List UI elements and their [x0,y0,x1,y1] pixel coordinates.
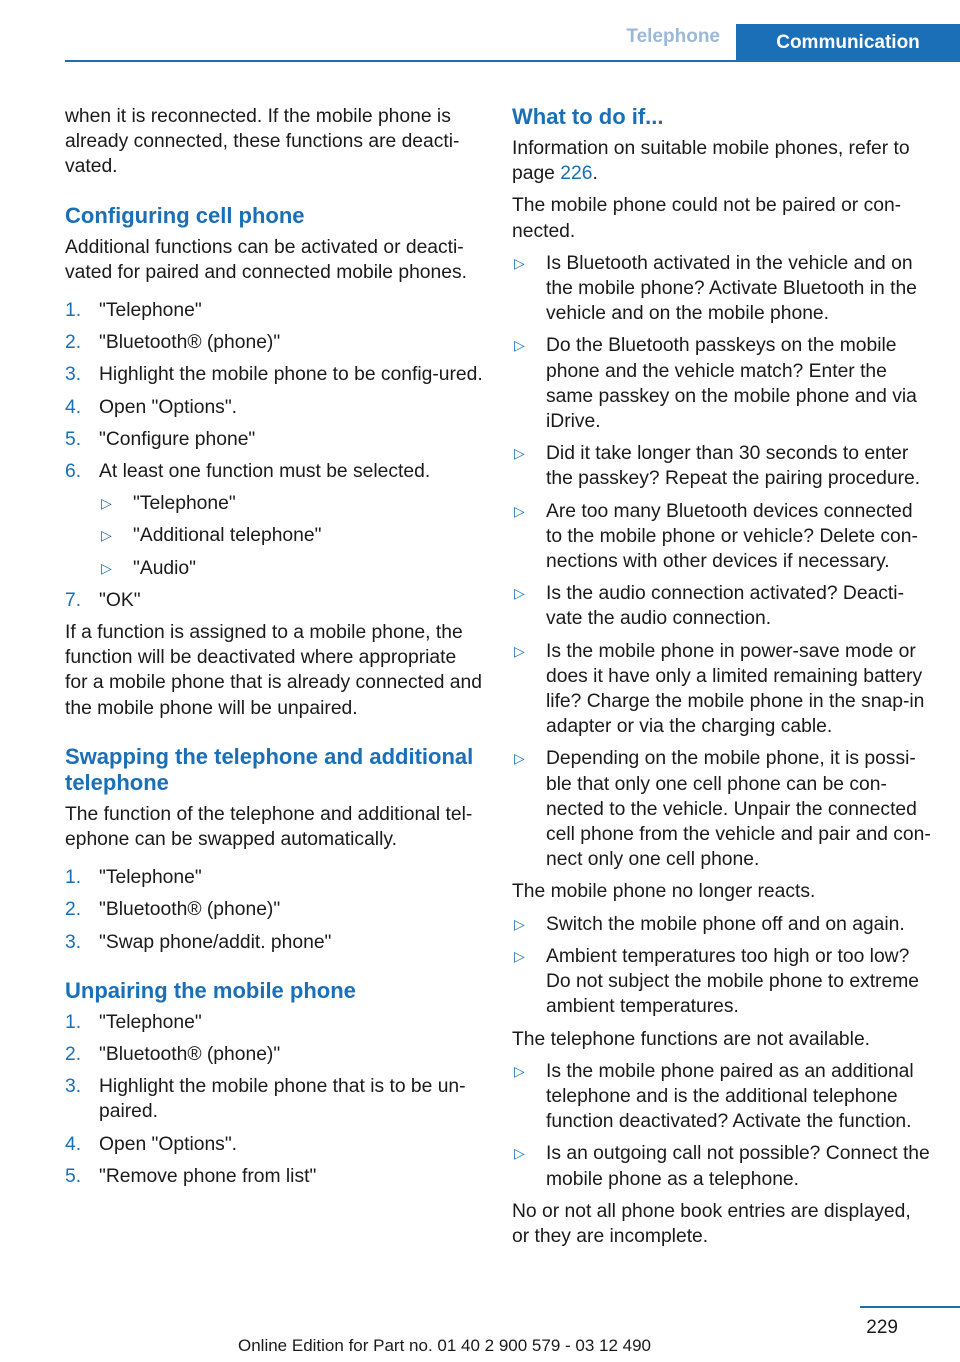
list-item [512,944,932,1020]
step-text: "OK" [99,589,141,611]
list-item [65,298,483,323]
step-number: 1. [65,300,82,322]
page-number: 229 [866,1317,898,1338]
step-text: "Bluetooth® (phone)" [99,899,281,921]
step-number: 2. [65,1044,82,1066]
step-number: 2. [65,332,82,354]
footer-rule [860,1306,960,1308]
step-text: "Telephone" [99,300,202,322]
option-text: "Telephone" [133,493,236,515]
list-item [99,523,483,548]
list-item [512,333,932,434]
step-number: 5. [65,428,82,450]
bullet-text: Depending on the mobile phone, it is possi‐ble that only one cell phone can be con‐nected to the vehicle. Unpair the connected cell phone from the vehicle and pair and con‐nect only one cell phone. [546,748,931,871]
problem-phone-book: No or not all phone book entries are displayed, or they are incomplete. [512,1200,911,1247]
list-item [99,556,483,581]
list-item [512,912,932,937]
bullet-text: Are too many Bluetooth devices connected to the mobile phone or vehicle? Delete con‐nections with other devices if necessary. [546,500,918,573]
list-item [99,491,483,516]
step-number: 3. [65,364,82,386]
info-paragraph [512,136,932,186]
step-text: "Swap phone/addit. phone" [99,931,332,953]
list-item [65,362,483,387]
step-text: "Bluetooth® (phone)" [99,332,281,354]
list-item [65,1164,483,1189]
section-tab[interactable]: Telephone [626,26,720,47]
list-item [65,588,483,613]
option-text: "Audio" [133,557,197,579]
step-number: 5. [65,1165,82,1187]
step-number: 3. [65,931,82,953]
bullet-text: Did it take longer than 30 seconds to enter the passkey? Repeat the pairing procedure. [546,443,921,490]
step-text: Highlight the mobile phone to be config‐ured. [99,364,483,386]
heading-swapping-telephone: Swapping the telephone and additional telephone [65,743,474,795]
list-item [512,639,932,740]
list-item [65,1010,483,1035]
list-item [512,581,932,631]
step-text: "Bluetooth® (phone)" [99,1044,281,1066]
heading-what-to-do-if: What to do if... [512,104,664,129]
step-number: 1. [65,1011,82,1033]
list-item [512,1141,932,1191]
bullet-text: Ambient temperatures too high or too low? Do not subject the mobile phone to extreme ambient temperatures. [546,945,919,1018]
step-number: 7. [65,589,82,611]
triangle-bullet-icon: ▷ [101,527,112,544]
triangle-bullet-icon: ▷ [101,559,112,576]
info-text-end: . [592,163,598,185]
list-item [512,746,932,872]
step-number: 3. [65,1076,82,1098]
step-text: "Configure phone" [99,428,256,450]
step-text: Highlight the mobile phone that is to be un‐paired. [99,1076,466,1123]
configure-steps [65,298,483,613]
heading-configuring-cell-phone: Configuring cell phone [65,202,305,228]
triangle-bullet-icon: ▷ [514,1145,525,1162]
triangle-bullet-icon: ▷ [101,495,112,512]
step-number: 6. [65,461,82,483]
list-item [512,499,932,575]
triangle-bullet-icon: ▷ [514,445,525,462]
page-header [0,0,960,62]
bullet-text: Switch the mobile phone off and on again. [546,913,905,935]
bullet-text: Is the audio connection activated? Deacti‐vate the audio connection. [546,583,904,630]
function-options [99,491,483,581]
list-item [65,395,483,420]
step-text: Open "Options". [99,1133,238,1155]
list-item [65,459,483,581]
pairing-checklist [512,251,932,873]
problem-pairing: The mobile phone could not be paired or con‐nected. [512,195,902,242]
triangle-bullet-icon: ▷ [514,947,525,964]
option-text: "Additional telephone" [133,525,322,547]
right-column [512,104,932,1256]
bullet-text: Is the mobile phone paired as an additional telephone and is the additional telephone function deactivated? Activate the function. [546,1060,914,1133]
list-item [65,1132,483,1157]
swap-steps [65,865,483,955]
problem-functions-unavailable: The telephone functions are not available. [512,1028,871,1050]
list-item [65,930,483,955]
triangle-bullet-icon: ▷ [514,642,525,659]
intro-paragraph: when it is reconnected. If the mobile phone is already connected, these functions are deacti‐vated. [65,106,460,178]
heading-unpairing-mobile-phone: Unpairing the mobile phone [65,977,356,1003]
step-text: "Remove phone from list" [99,1165,317,1187]
step-text: "Telephone" [99,1011,202,1033]
header-rule [65,60,960,62]
triangle-bullet-icon: ▷ [514,585,525,602]
unpair-steps [65,1010,483,1189]
list-item [65,865,483,890]
triangle-bullet-icon: ▷ [514,750,525,767]
list-item [65,1074,483,1124]
list-item [65,1042,483,1067]
list-item [65,330,483,355]
step-text: Open "Options". [99,396,238,418]
bullet-text: Do the Bluetooth passkeys on the mobile phone and the vehicle match? Enter the same passkey on the mobile phone and via iDrive. [546,335,917,433]
page-reference-link[interactable]: 226 [560,163,593,185]
chapter-tab[interactable]: Communication [736,24,960,62]
triangle-bullet-icon: ▷ [514,1062,525,1079]
step-number: 1. [65,867,82,889]
configure-note: If a function is assigned to a mobile phone, the function will be deactivated where appropriate for a mobile phone that is already connected and the mobile phone will be unpaired. [65,622,482,719]
step-number: 4. [65,1133,82,1155]
list-item [512,441,932,491]
step-number: 2. [65,899,82,921]
triangle-bullet-icon: ▷ [514,915,525,932]
triangle-bullet-icon: ▷ [514,337,525,354]
list-item [512,251,932,327]
configure-paragraph: Additional functions can be activated or deacti‐vated for paired and connected mobile phones. [65,236,467,283]
bullet-text: Is Bluetooth activated in the vehicle and on the mobile phone? Activate Bluetooth in the vehicle and on the mobile phone. [546,252,917,325]
bullet-text: Is an outgoing call not possible? Connect the mobile phone as a telephone. [546,1143,930,1190]
list-item [65,427,483,452]
triangle-bullet-icon: ▷ [514,502,525,519]
swap-paragraph: The function of the telephone and additional tel‐ephone can be swapped automatically. [65,803,473,851]
list-item [65,897,483,922]
problem-no-reaction: The mobile phone no longer reacts. [512,881,816,903]
functions-checklist [512,1059,932,1192]
step-text: "Telephone" [99,867,202,889]
bullet-text: Is the mobile phone in power-save mode or does it have only a limited remaining battery life? Charge the mobile phone in the snap-in adapter or via the charging cable. [546,640,925,738]
edition-footer: Online Edition for Part no. 01 40 2 900 579 - 03 12 490 [238,1336,652,1355]
list-item [512,1059,932,1135]
no-reaction-checklist [512,912,932,1020]
triangle-bullet-icon: ▷ [514,254,525,271]
step-text: At least one function must be selected. [99,461,431,483]
left-column [65,104,483,1196]
step-number: 4. [65,396,82,418]
info-text: Information on suitable mobile phones, refer to page [512,138,910,185]
